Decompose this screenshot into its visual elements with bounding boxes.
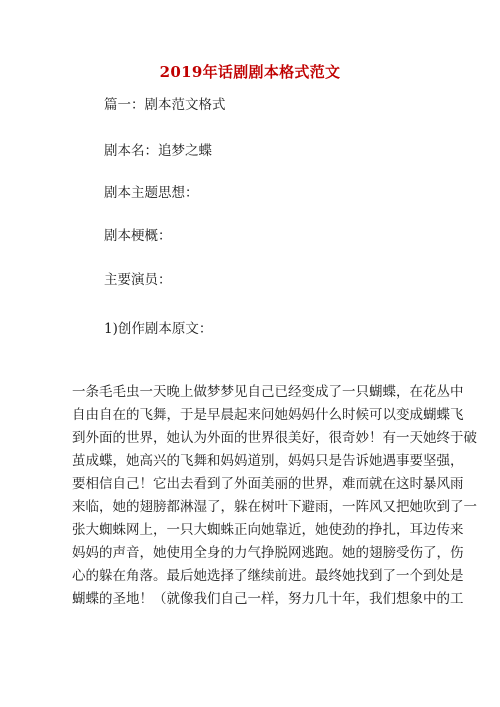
body-line: 一条毛毛虫一天晚上做梦梦见自己已经变成了一只蝴蝶，在花丛中 [72,384,464,400]
body-line: 心的躲在角落。最后她选择了继续前进。最终她找到了一个到处是 [72,568,464,584]
body-line: 到外面的世界，她认为外面的世界很美好，很奇妙！有一天她终于破 [72,430,477,446]
theme-line: 剧本主题思想： [104,185,199,201]
body-line: 张大蜘蛛网上，一只大蜘蛛正向她靠近，她使劲的挣扎，耳边传来 [72,522,464,538]
cast-line: 主要演员： [104,272,172,288]
section-heading: 篇一：剧本范文格式 [104,97,226,113]
body-line: 自由自在的飞舞，于是早晨起来问她妈妈什么时候可以变成蝴蝶飞 [72,407,464,423]
document-title: 2019年话剧剧本格式范文 [159,63,341,81]
body-line: 来临，她的翅膀都淋湿了，躲在树叶下避雨，一阵风又把她吹到了一 [72,499,477,515]
synopsis-line: 剧本梗概： [104,228,172,244]
body-paragraph [72,381,477,611]
body-line: 妈妈的声音，她使用全身的力气挣脱网逃跑。她的翅膀受伤了，伤 [72,545,464,561]
body-line: 要相信自己！它出去看到了外面美丽的世界，难而就在这时暴风雨 [72,476,464,492]
script-name-line: 剧本名：追梦之蝶 [104,143,212,159]
body-line: 蝴蝶的圣地！（就像我们自己一样，努力几十年，我们想象中的工 [72,591,464,607]
body-line: 茧成蝶，她高兴的飞舞和妈妈道别，妈妈只是告诉她遇事要坚强， [72,453,464,469]
original-text-heading: 1)创作剧本原文： [104,321,213,337]
